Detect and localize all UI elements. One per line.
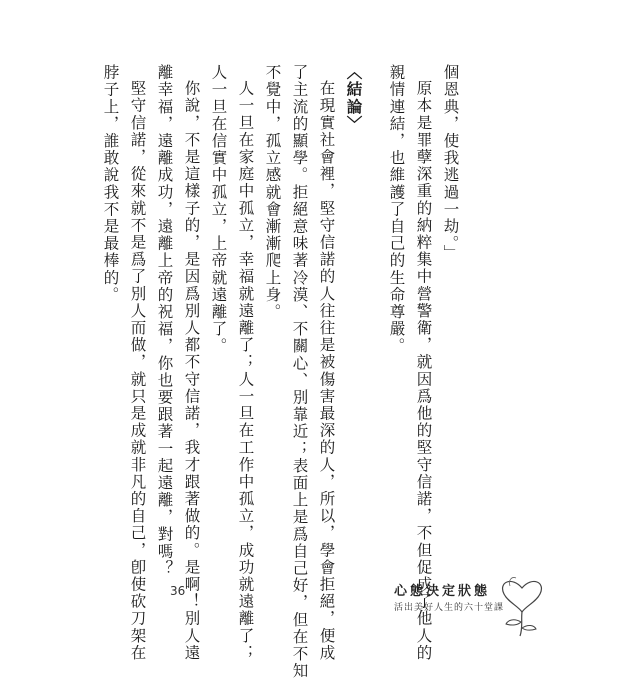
text-column-9: 人一旦在信實中孤立，上帝就遠離了。 [209,64,228,355]
text-column-1: 個恩典，使我逃過一劫。」 [441,64,460,262]
text-column-8: 人一旦在家庭中孤立，幸福就遠離了；人一旦在工作中孤立，成功就遠離了； [236,80,255,662]
text-column-2: 原本是罪孽深重的納粹集中營警衛，就因爲他的堅守信諾，不但促成了他人的 [414,80,433,662]
text-column-13: 脖子上，誰敢說我不是最棒的。 [101,64,120,304]
text-column-6: 了主流的顯學。拒絕意味著冷漠、不關心、別靠近；表面上是爲自己好，但在不知 [290,64,309,680]
text-column-11: 離幸福，遠離成功，遠離上帝的祝福，你也要跟著一起遠離，對嗎？ [155,64,174,577]
book-page [22,28,622,680]
book-title: 心態決定狀態 [394,584,491,599]
flower-heart-illustration [492,558,552,638]
text-column-3: 親情連結，也維護了自己的生命尊嚴。 [387,64,406,355]
text-column-10: 你說，不是這樣子的，是因爲別人都不守信諾，我才跟著做的。是啊！別人遠 [182,80,201,662]
section-heading-conclusion: 〈結論〉 [344,64,363,133]
page-number: 36 [170,584,186,598]
text-column-5: 在現實社會裡，堅守信諾的人往往是被傷害最深的人，所以，學會拒絕，便成 [317,80,336,662]
text-column-12: 堅守信諾，從來就不是爲了別人而做，就只是成就非凡的自己，卽使砍刀架在 [128,80,147,662]
text-column-7: 不覺中，孤立感就會漸漸爬上身。 [263,64,282,321]
book-subtitle: 活出美好人生的六十堂課 [394,603,505,613]
